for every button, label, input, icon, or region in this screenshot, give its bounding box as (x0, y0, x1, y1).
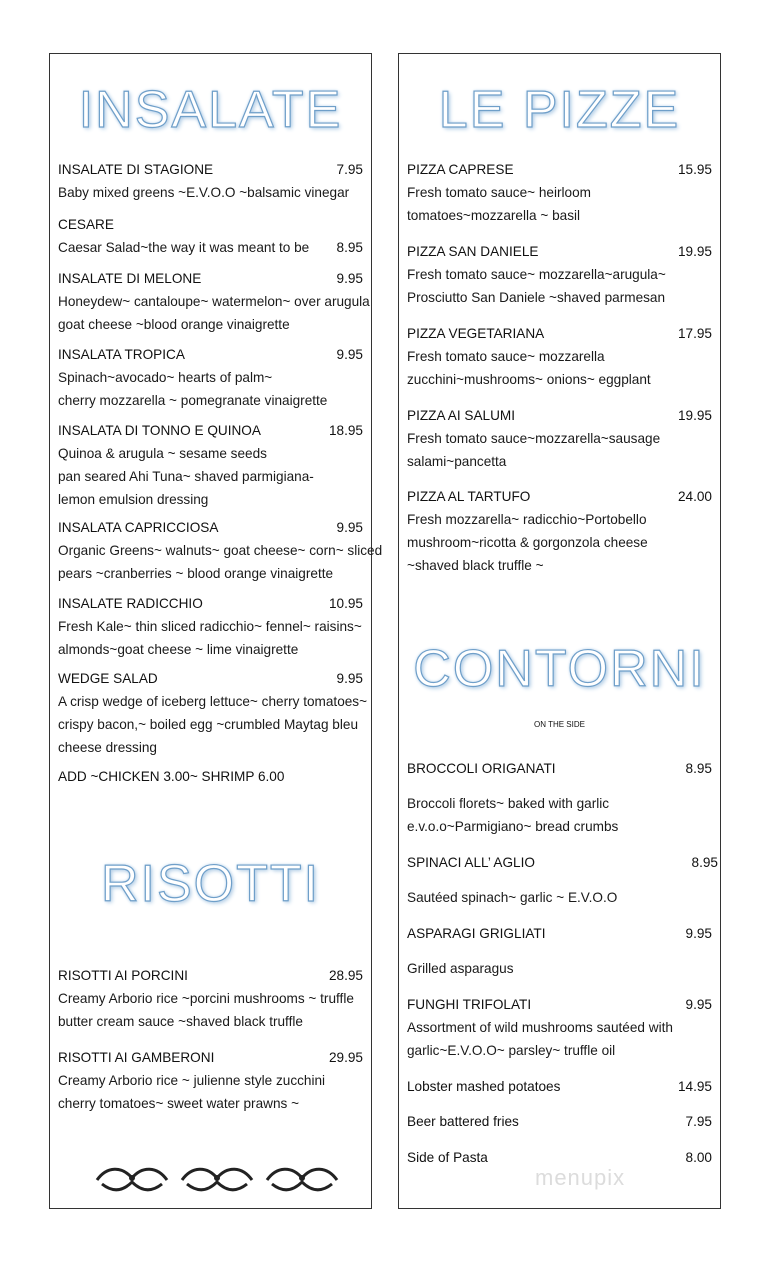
menu-item: Beer battered fries 7.95 (407, 1114, 712, 1129)
menu-item: PIZZA CAPRESE 15.95 Fresh tomato sauce~ heirloom tomatoes~mozzarella ~ basil (407, 162, 712, 223)
menu-item: ASPARAGI GRIGLIATI 9.95 Grilled asparagus (407, 926, 712, 976)
contorni-subtitle: ON THE SIDE (534, 720, 585, 729)
menu-item: PIZZA AI SALUMI 19.95 Fresh tomato sauce~mozzarella~sausage salami~pancetta (407, 408, 712, 469)
menu-item: PIZZA VEGETARIANA 17.95 Fresh tomato sauce~ mozzarella zucchini~mushrooms~ onions~ eggplant (407, 326, 712, 387)
menu-item: BROCCOLI ORIGANATI 8.95 Broccoli florets~ baked with garlic e.v.o.o~Parmigiano~ bread crumbs (407, 761, 712, 834)
menu-item: CESARE Caesar Salad~the way it was meant to be 8.95 (58, 217, 363, 255)
menu-item: INSALATA CAPRICCIOSA 9.95 Organic Greens~ walnuts~ goat cheese~ corn~ sliced pears ~cranberries ~ blood orange vinaigrette (58, 520, 383, 581)
flourish-ornament (262, 1158, 342, 1198)
right-menu-panel (398, 53, 721, 1209)
menu-item: INSALATA DI TONNO E QUINOA 18.95 Quinoa & arugula ~ sesame seeds pan seared Ahi Tuna~ shaved parmigiana- lemon emulsion dressing (58, 423, 363, 507)
menu-item: RISOTTI AI GAMBERONI 29.95 Creamy Arborio rice ~ julienne style zucchini cherry tomatoes~ sweet water prawns ~ (58, 1050, 363, 1111)
menu-item: Side of Pasta 8.00 (407, 1150, 712, 1165)
risotti-heading: RISOTTI (100, 855, 321, 913)
menu-item: PIZZA AL TARTUFO 24.00 Fresh mozzarella~ radicchio~Portobello mushroom~ricotta & gorgonzola cheese ~shaved black truffle ~ (407, 489, 712, 573)
menu-item: FUNGHI TRIFOLATI 9.95 Assortment of wild mushrooms sautéed with garlic~E.V.O.O~ parsley~ truffle oil (407, 997, 712, 1058)
menupix-watermark: menupix (535, 1165, 626, 1190)
insalate-heading: INSALATE (78, 81, 343, 139)
menu-item: RISOTTI AI PORCINI 28.95 Creamy Arborio rice ~porcini mushrooms ~ truffle butter cream sauce ~shaved black truffle (58, 968, 363, 1029)
menu-item: INSALATA TROPICA 9.95 Spinach~avocado~ hearts of palm~ cherry mozzarella ~ pomegranate vinaigrette (58, 347, 363, 408)
menu-item: Lobster mashed potatoes 14.95 (407, 1079, 712, 1094)
menu-item: INSALATE DI MELONE 9.95 Honeydew~ cantaloupe~ watermelon~ over arugula goat cheese ~blood orange vinaigrette (58, 271, 370, 332)
menu-item: WEDGE SALAD 9.95 A crisp wedge of iceberg lettuce~ cherry tomatoes~ crispy bacon,~ boiled egg ~crumbled Maytag bleu cheese dressing (58, 671, 368, 755)
pizze-heading: LE PIZZE (438, 81, 681, 139)
menu-item: INSALATE RADICCHIO 10.95 Fresh Kale~ thin sliced radicchio~ fennel~ raisins~ almonds~goat cheese ~ lime vinaigrette (58, 596, 363, 657)
flourish-ornament (177, 1158, 257, 1198)
left-menu-panel (49, 53, 383, 1209)
menu-item: PIZZA SAN DANIELE 19.95 Fresh tomato sauce~ mozzarella~arugula~ Prosciutto San Daniele ~shaved parmesan (407, 244, 712, 305)
menu-item: SPINACI ALL’ AGLIO 8.95 Sautéed spinach~ garlic ~ E.V.O.O (407, 855, 718, 905)
contorni-heading: CONTORNI (413, 640, 706, 698)
add-on-note: ADD ~CHICKEN 3.00~ SHRIMP 6.00 (58, 769, 285, 784)
menu-item: INSALATE DI STAGIONE 7.95 Baby mixed greens ~E.V.O.O ~balsamic vinegar (58, 162, 363, 200)
flourish-ornament (92, 1158, 172, 1198)
